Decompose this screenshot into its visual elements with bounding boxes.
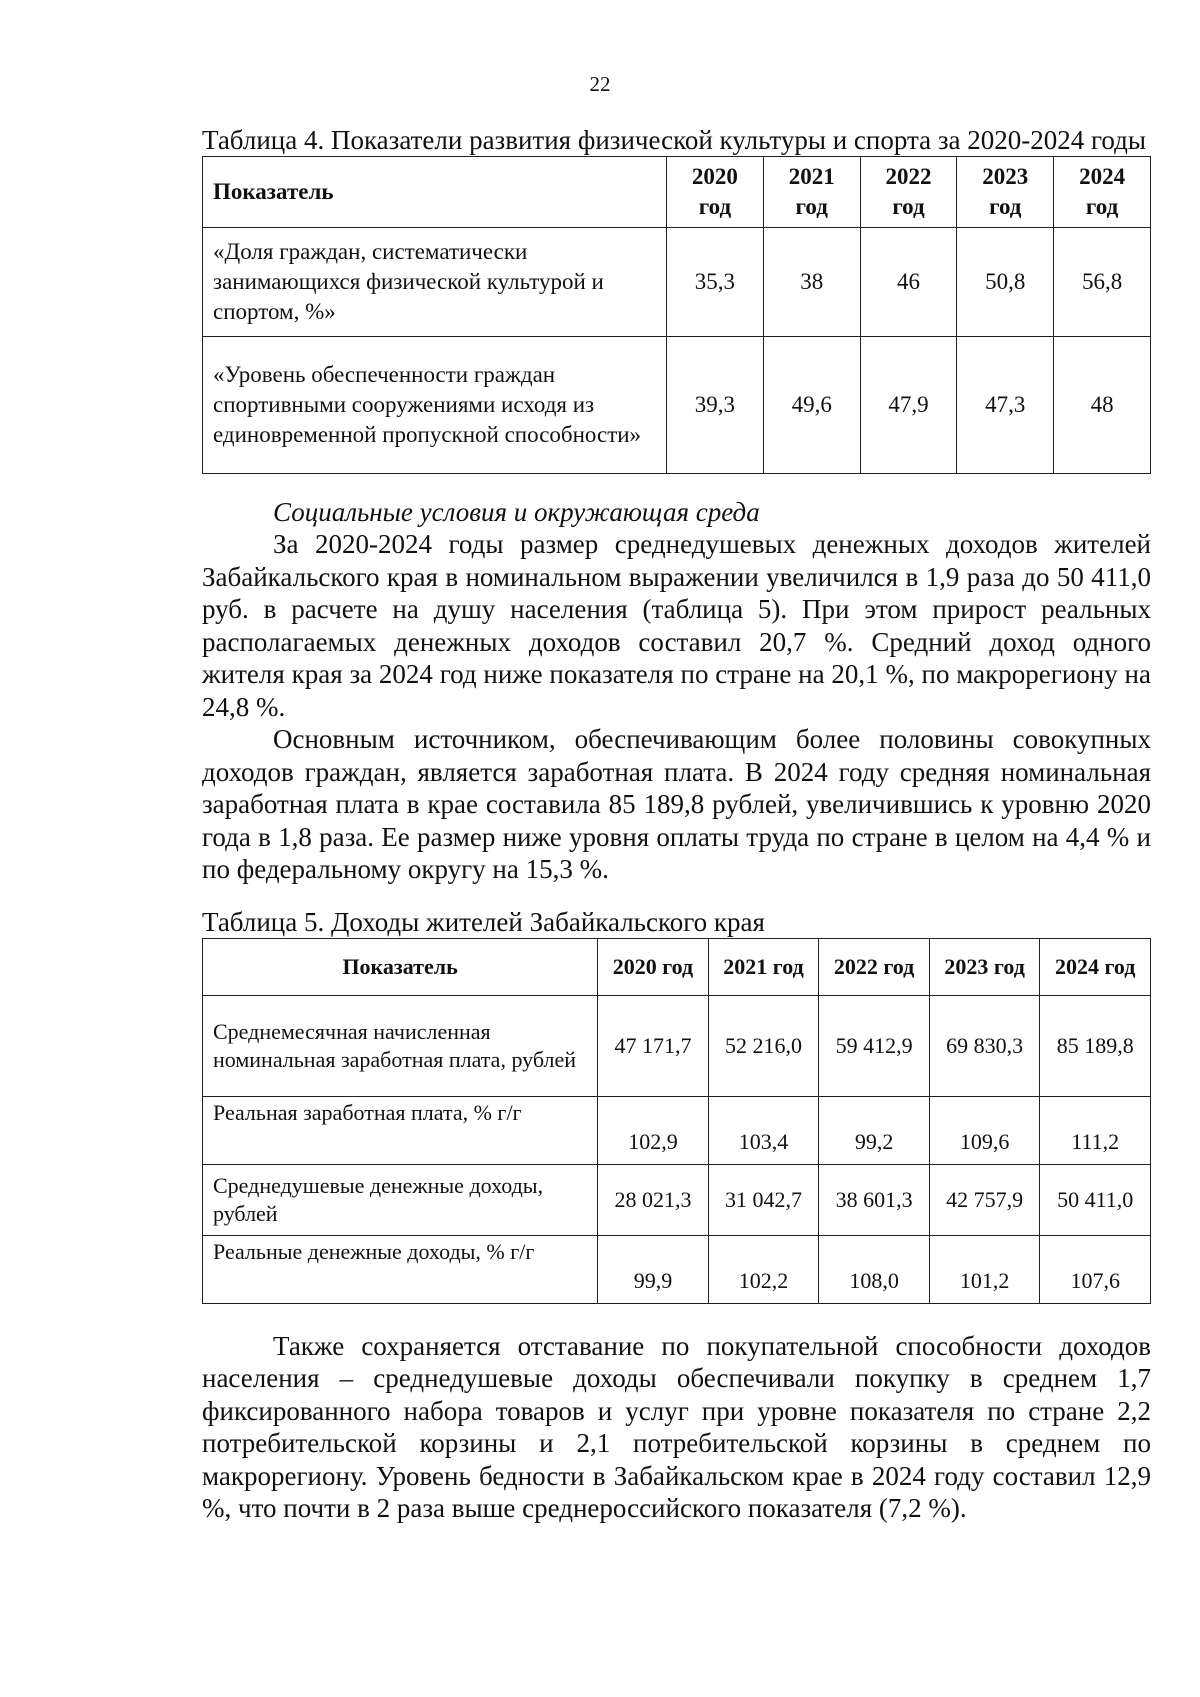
paragraph: За 2020-2024 годы размер среднедушевых денежных доходов жителей Забайкальского края в номинальном выражении увеличился в 1,9 раза до 50 411,0 руб. в расчете на душу населения (таблица 5). При этом прирост реальных располагаемых денежных доходов составил 20,7 %. Средний доход одного жителя края за 2024 год ниже показателя по стране на 20,1 %, по макрорегиону на 24,8 %.: [202, 529, 1151, 722]
table4-row-label: «Уровень обеспеченности граждан спортивными сооружениями исходя из единовременной пропускной способности»: [203, 337, 667, 474]
table5-header-year: 2021 год: [708, 938, 819, 995]
table4: [202, 156, 1151, 474]
table5-header-year: 2024 год: [1040, 938, 1151, 995]
table5-row-label: Реальные денежные доходы, % г/г: [203, 1235, 598, 1303]
table5-cell: 99,9: [598, 1235, 709, 1303]
table5-header-row: [203, 938, 1151, 995]
spacer: [202, 1304, 1151, 1330]
table5-header-indicator: Показатель: [203, 938, 598, 995]
table5-header-year: 2020 год: [598, 938, 709, 995]
table5-cell: 28 021,3: [598, 1164, 709, 1235]
table5-cell: 101,2: [929, 1235, 1040, 1303]
table4-cell: 49,6: [763, 337, 860, 474]
table5-row-label: Реальная заработная плата, % г/г: [203, 1096, 598, 1164]
table5-caption: Таблица 5. Доходы жителей Забайкальского края: [202, 906, 765, 937]
table5-row-label: Среднемесячная начисленная номинальная заработная плата, рублей: [203, 995, 598, 1096]
table4-cell: 56,8: [1054, 228, 1151, 337]
table4-header-year: 2022 год: [860, 157, 957, 228]
table5-cell: 107,6: [1040, 1235, 1151, 1303]
table5: [202, 938, 1151, 1304]
table4-cell: 47,3: [957, 337, 1054, 474]
page-number: 22: [589, 72, 611, 96]
paragraph: Также сохраняется отставание по покупательной способности доходов населения – среднедушевые доходы обеспечивали покупку в среднем 1,7 фиксированного набора товаров и услуг при уровне показателя по стране 2,2 потребительской корзины и 2,1 потребительской корзины в среднем по макрорегиону. Уровень бедности в Забайкальском крае в 2024 году составил 12,9 %, что почти в 2 раза выше среднероссийского показателя (7,2 %).: [202, 1330, 1151, 1523]
table4-header-year: 2023 год: [957, 157, 1054, 228]
table4-cell: 46: [860, 228, 957, 337]
table5-row-label: Среднедушевые денежные доходы, рублей: [203, 1164, 598, 1235]
table4-header-indicator: Показатель: [203, 157, 667, 228]
table-row: [203, 1164, 1151, 1235]
table4-header-year: 2021 год: [763, 157, 860, 228]
table-row: [203, 995, 1151, 1096]
table5-cell: 99,2: [819, 1096, 930, 1164]
table-row: [203, 337, 1151, 474]
table5-cell: 111,2: [1040, 1096, 1151, 1164]
table5-cell: 85 189,8: [1040, 995, 1151, 1096]
table-row: [203, 228, 1151, 337]
table5-cell: 31 042,7: [708, 1164, 819, 1235]
table5-header-year: 2023 год: [929, 938, 1040, 995]
table4-cell: 48: [1054, 337, 1151, 474]
table5-cell: 102,9: [598, 1096, 709, 1164]
table5-cell: 47 171,7: [598, 995, 709, 1096]
table4-row-label: «Доля граждан, систематически занимающихся физической культурой и спортом, %»: [203, 228, 667, 337]
table5-header-year: 2022 год: [819, 938, 930, 995]
table5-cell: 52 216,0: [708, 995, 819, 1096]
table4-header-row: [203, 157, 1151, 228]
table4-cell: 38: [763, 228, 860, 337]
table4-cell: 47,9: [860, 337, 957, 474]
table4-header-year: 2020 год: [667, 157, 764, 228]
table4-cell: 39,3: [667, 337, 764, 474]
table5-cell: 42 757,9: [929, 1164, 1040, 1235]
table5-cell: 59 412,9: [819, 995, 930, 1096]
table4-cell: 50,8: [957, 228, 1054, 337]
table5-cell: 103,4: [708, 1096, 819, 1164]
table5-cell: 108,0: [819, 1235, 930, 1303]
table5-cell: 69 830,3: [929, 995, 1040, 1096]
table4-header-year: 2024 год: [1054, 157, 1151, 228]
table-row: [203, 1235, 1151, 1303]
section-title: Социальные условия и окружающая среда: [273, 497, 760, 527]
paragraph: Основным источником, обеспечивающим более половины совокупных доходов граждан, является заработная плата. В 2024 году средняя номинальная заработная плата в крае составила 85 189,8 рублей, увеличившись к уровню 2020 года в 1,8 раза. Ее размер ниже уровня оплаты труда по стране в целом на 4,4 % и по федеральному округу на 15,3 %.: [202, 724, 1151, 884]
spacer: [202, 886, 1151, 906]
table4-caption: Таблица 4. Показатели развития физической культуры и спорта за 2020-2024 годы: [202, 125, 1146, 155]
page-content: [202, 124, 1151, 1525]
table5-cell: 109,6: [929, 1096, 1040, 1164]
table5-cell: 38 601,3: [819, 1164, 930, 1235]
table4-cell: 35,3: [667, 228, 764, 337]
table5-cell: 50 411,0: [1040, 1164, 1151, 1235]
table5-cell: 102,2: [708, 1235, 819, 1303]
table-row: [203, 1096, 1151, 1164]
